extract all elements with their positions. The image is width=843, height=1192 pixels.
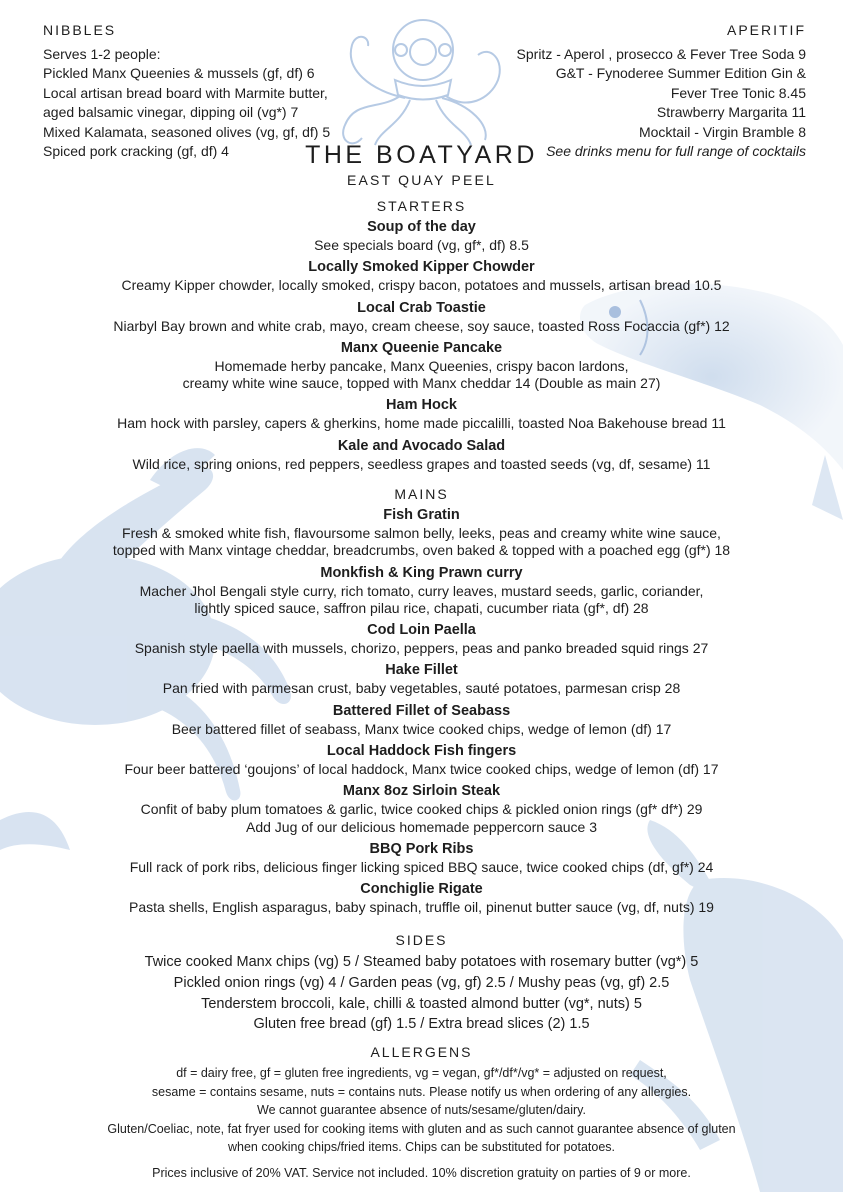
menu-item <box>0 339 843 393</box>
menu-item <box>0 621 843 657</box>
nibbles-line: Mixed Kalamata, seasoned olives (vg, gf, df) 5 <box>43 123 331 140</box>
starters-heading: STARTERS <box>376 198 467 214</box>
nibbles-line: Local artisan bread board with Marmite butter, <box>43 84 328 101</box>
nibbles-line: Serves 1-2 people: <box>43 46 161 62</box>
brand-block <box>0 140 843 189</box>
dish-description: Creamy Kipper chowder, locally smoked, crispy bacon, potatoes and mussels, artisan bread 10.5 <box>121 277 722 294</box>
side-line: Pickled onion rings (vg) 4 / Garden peas (vg, gf) 2.5 / Mushy peas (vg, gf) 2.5 <box>173 974 670 991</box>
dish-description: creamy white wine sauce, topped with Manx cheddar 14 (Double as main 27) <box>182 375 661 392</box>
menu-item <box>0 702 843 738</box>
dish-description: Homemade herby pancake, Manx Queenies, crispy bacon lardons, <box>214 357 629 374</box>
dish-name: Conchiglie Rigate <box>360 881 483 898</box>
menu-item <box>0 258 843 294</box>
menu-item <box>0 880 843 916</box>
dish-description: Four beer battered ‘goujons’ of local haddock, Manx twice cooked chips, wedge of lemon (df) 17 <box>124 761 719 778</box>
allergen-note: df = dairy free, gf = gluten free ingredients, vg = vegan, gf*/df*/vg* = adjusted on request, <box>176 1066 667 1080</box>
menu-item <box>0 218 843 254</box>
dish-name: Locally Smoked Kipper Chowder <box>308 259 535 276</box>
nibbles-line: Pickled Manx Queenies & mussels (gf, df) 6 <box>43 65 315 82</box>
side-line: Tenderstem broccoli, kale, chilli & toasted almond butter (vg*, nuts) 5 <box>201 995 642 1012</box>
dish-name: Local Crab Toastie <box>357 299 486 316</box>
dish-description: See specials board (vg, gf*, df) 8.5 <box>314 237 529 253</box>
aperitif-line: Strawberry Margarita 11 <box>656 104 806 121</box>
dish-description: Full rack of pork ribs, delicious finger licking spiced BBQ sauce, twice cooked chips (df, gf*) 24 <box>129 858 714 875</box>
menu-item <box>0 564 843 618</box>
restaurant-location: EAST QUAY PEEL <box>346 172 497 188</box>
dish-name: Local Haddock Fish fingers <box>326 743 517 760</box>
dish-name: Manx Queenie Pancake <box>340 339 503 356</box>
menu-item <box>0 396 843 432</box>
dish-description: Pan fried with parmesan crust, baby vegetables, sauté potatoes, parmesan crisp 28 <box>162 680 681 697</box>
restaurant-name: THE BOATYARD <box>305 141 538 169</box>
nibbles-line: Spiced pork cracking (gf, df) 4 <box>43 143 229 160</box>
dish-description: Confit of baby plum tomatoes & garlic, twice cooked chips & pickled onion rings (gf* df*) 29 <box>140 801 703 818</box>
nibbles-heading: NIBBLES <box>43 22 117 38</box>
menu-item <box>0 742 843 778</box>
menu-item <box>0 437 843 473</box>
dish-description: Wild rice, spring onions, red peppers, seedless grapes and toasted seeds (vg, df, sesame) 11 <box>132 455 711 472</box>
menu-item <box>0 840 843 876</box>
dish-name: Manx 8oz Sirloin Steak <box>342 783 501 800</box>
aperitif-line: Mocktail - Virgin Bramble 8 <box>638 123 806 140</box>
dish-description: topped with Manx vintage cheddar, breadcrumbs, oven baked & topped with a poached egg (gf*) 18 <box>112 542 731 559</box>
dish-description: lightly spiced sauce, saffron pilau rice, chapati, cucumber riata (gf*, df) 28 <box>194 599 649 616</box>
dish-description: Ham hock with parsley, capers & gherkins, home made piccalilli, toasted Noa Bakehouse bread 11 <box>117 415 726 432</box>
allergens-section <box>0 1043 843 1182</box>
aperitif-heading: APERITIF <box>726 22 806 38</box>
mains-heading: MAINS <box>394 486 449 502</box>
allergen-note: We cannot guarantee absence of nuts/sesame/gluten/dairy. <box>257 1103 586 1118</box>
dish-description: Fresh & smoked white fish, flavoursome salmon belly, leeks, peas and creamy white wine sauce, <box>122 525 721 541</box>
allergen-note: Gluten/Coeliac, note, fat fryer used for cooking items with gluten and as such cannot guarantee absence of gluten <box>107 1121 736 1136</box>
allergen-note: sesame = contains sesame, nuts = contains nuts. Please notify us when ordering of any allergies. <box>151 1084 692 1099</box>
side-line: Twice cooked Manx chips (vg) 5 / Steamed baby potatoes with rosemary butter (vg*) 5 <box>144 954 699 970</box>
aperitif-line: G&T - Fynoderee Summer Edition Gin & <box>555 65 806 82</box>
side-line: Gluten free bread (gf) 1.5 / Extra bread slices (2) 1.5 <box>253 1016 590 1033</box>
dish-description: Macher Jhol Bengali style curry, rich tomato, curry leaves, mustard seeds, garlic, coriander, <box>139 582 704 599</box>
dish-name: Hake Fillet <box>385 662 458 679</box>
dish-name: Fish Gratin <box>383 507 460 523</box>
dish-description: Beer battered fillet of seabass, Manx twice cooked chips, wedge of lemon (df) 17 <box>171 720 672 737</box>
pricing-footer: Prices inclusive of 20% VAT. Service not included. 10% discretion gratuity on parties of 9 or more. <box>152 1165 691 1180</box>
dish-name: Monkfish & King Prawn curry <box>320 564 523 581</box>
sides-heading: SIDES <box>395 932 448 948</box>
dish-name: Soup of the day <box>367 219 476 235</box>
dish-name: Ham Hock <box>386 397 457 414</box>
drinks-menu-note: See drinks menu for full range of cocktails <box>546 143 806 160</box>
dish-name: Cod Loin Paella <box>367 622 476 639</box>
nibbles-line: aged balsamic vinegar, dipping oil (vg*) 7 <box>43 104 299 121</box>
menu-item <box>0 506 843 560</box>
dish-name: Kale and Avocado Salad <box>337 437 506 454</box>
menu-item <box>0 661 843 697</box>
dish-description: Niarbyl Bay brown and white crab, mayo, cream cheese, soy sauce, toasted Ross Focaccia (gf*) 12 <box>113 317 730 334</box>
aperitif-line: Spritz - Aperol , prosecco & Fever Tree Soda 9 <box>516 46 806 62</box>
sides-section <box>0 931 843 1035</box>
aperitif-line: Fever Tree Tonic 8.45 <box>670 84 806 101</box>
menu-item <box>0 299 843 335</box>
mains-section <box>0 485 843 921</box>
starters-section <box>0 197 843 477</box>
dish-description: Pasta shells, English asparagus, baby spinach, truffle oil, pinenut butter sauce (vg, df, nuts) 19 <box>129 899 714 916</box>
allergens-heading: ALLERGENS <box>370 1044 473 1060</box>
dish-description: Spanish style paella with mussels, chorizo, peppers, peas and panko breaded squid rings 27 <box>134 640 709 657</box>
dish-name: BBQ Pork Ribs <box>369 840 474 857</box>
dish-description: Add Jug of our delicious homemade peppercorn sauce 3 <box>246 818 597 835</box>
allergen-note: when cooking chips/fried items. Chips can be substituted for potatoes. <box>227 1140 616 1155</box>
dish-name: Battered Fillet of Seabass <box>332 702 511 719</box>
menu-item <box>0 782 843 836</box>
